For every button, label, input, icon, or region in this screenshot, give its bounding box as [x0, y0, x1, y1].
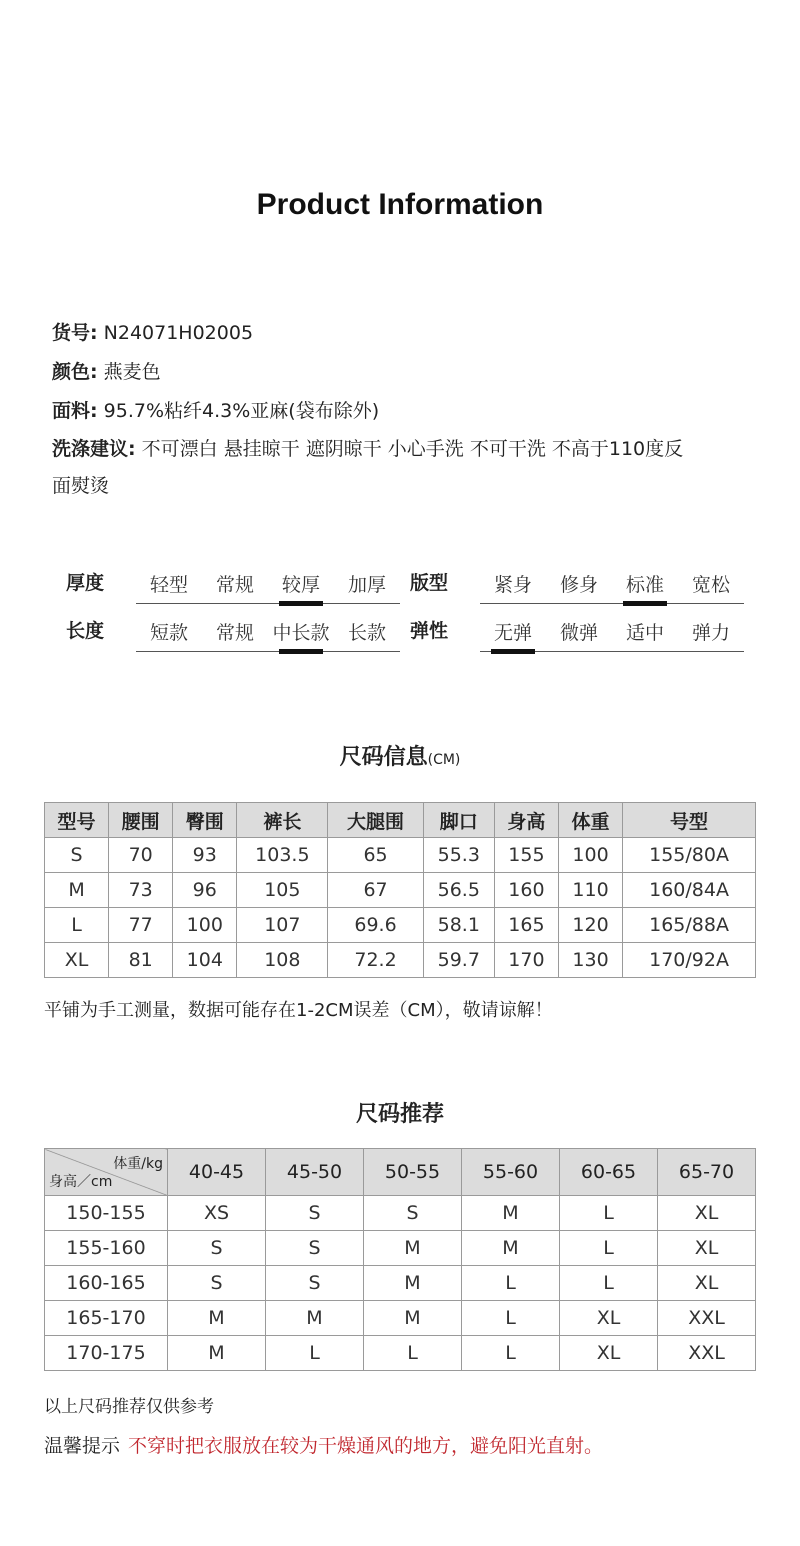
size-info-note: 平铺为手工测量，数据可能存在1-2CM误差（CM），敬请谅解！ [44, 1000, 553, 1021]
weight-range-header: 55-60 [462, 1149, 560, 1196]
wash-label: 洗涤建议: [52, 438, 136, 460]
length-label: 长度 [66, 620, 105, 642]
care-tip [44, 1431, 603, 1458]
recommended-size-cell: L [462, 1266, 560, 1301]
recommended-size-cell: M [462, 1196, 560, 1231]
stretch-option: 弹力 [678, 618, 744, 652]
table-cell: S [45, 838, 109, 873]
table-cell: 70 [109, 838, 173, 873]
table-cell: 81 [109, 943, 173, 978]
table-cell: 130 [558, 943, 622, 978]
color-label: 颜色: [52, 361, 98, 383]
size-info-header-cell: 体重 [558, 803, 622, 838]
recommended-size-cell: S [168, 1231, 266, 1266]
recommended-size-cell: S [364, 1196, 462, 1231]
stretch-option: 适中 [612, 618, 678, 652]
height-range-cell: 165-170 [45, 1301, 168, 1336]
size-info-header-cell: 大腿围 [328, 803, 423, 838]
recommended-size-cell: S [266, 1196, 364, 1231]
table-cell: 108 [237, 943, 328, 978]
recommended-size-cell: M [168, 1301, 266, 1336]
table-cell: L [45, 908, 109, 943]
table-row [45, 908, 756, 943]
table-cell: 155 [494, 838, 558, 873]
recommended-size-cell: XS [168, 1196, 266, 1231]
stretch-label: 弹性 [410, 620, 449, 642]
table-cell: 58.1 [423, 908, 494, 943]
thickness-options [136, 570, 400, 604]
size-info-title [0, 740, 800, 771]
weight-range-header: 40-45 [168, 1149, 266, 1196]
thickness-option: 轻型 [136, 570, 202, 604]
fabric-label: 面料: [52, 400, 98, 422]
recommended-size-cell: XL [658, 1231, 756, 1266]
size-recommend-header-row [45, 1149, 756, 1196]
length-option: 长款 [334, 618, 400, 652]
table-cell: 56.5 [423, 873, 494, 908]
fit-option: 标准 [612, 570, 678, 604]
table-cell: M [45, 873, 109, 908]
color-row [52, 357, 772, 384]
weight-range-header: 60-65 [560, 1149, 658, 1196]
table-cell: 72.2 [328, 943, 423, 978]
recommended-size-cell: L [560, 1196, 658, 1231]
table-cell: 165/88A [623, 908, 756, 943]
recommended-size-cell: XL [560, 1336, 658, 1371]
weight-range-header: 45-50 [266, 1149, 364, 1196]
recommended-size-cell: L [462, 1336, 560, 1371]
table-cell: 155/80A [623, 838, 756, 873]
fit-options [480, 570, 744, 604]
table-cell: 170/92A [623, 943, 756, 978]
fabric-row [52, 396, 772, 423]
corner-cell [45, 1149, 168, 1196]
size-recommend-table [44, 1148, 756, 1371]
table-cell: 69.6 [328, 908, 423, 943]
size-info-header-cell: 型号 [45, 803, 109, 838]
table-cell: 170 [494, 943, 558, 978]
weight-range-header: 65-70 [658, 1149, 756, 1196]
height-range-cell: 155-160 [45, 1231, 168, 1266]
size-info-unit: (CM) [427, 752, 461, 768]
size-info-header-cell: 臀围 [173, 803, 237, 838]
thickness-option: 较厚 [268, 570, 334, 604]
table-cell: 104 [173, 943, 237, 978]
wash-row [52, 434, 772, 461]
recommended-size-cell: XXL [658, 1301, 756, 1336]
thickness-option: 常规 [202, 570, 268, 604]
size-info-header-cell: 脚口 [423, 803, 494, 838]
length-option: 短款 [136, 618, 202, 652]
recommended-size-cell: M [364, 1301, 462, 1336]
care-tip-text: 不穿时把衣服放在较为干燥通风的地方，避免阳光直射。 [128, 1435, 604, 1457]
table-cell: 165 [494, 908, 558, 943]
table-row [45, 1266, 756, 1301]
table-cell: 105 [237, 873, 328, 908]
length-option: 常规 [202, 618, 268, 652]
recommended-size-cell: XL [658, 1196, 756, 1231]
size-info-table [44, 802, 756, 978]
length-options [136, 618, 400, 652]
table-cell: 93 [173, 838, 237, 873]
stretch-option: 微弹 [546, 618, 612, 652]
stretch-option: 无弹 [480, 618, 546, 652]
height-range-cell: 160-165 [45, 1266, 168, 1301]
size-info-header-cell: 腰围 [109, 803, 173, 838]
table-row [45, 1196, 756, 1231]
table-cell: 96 [173, 873, 237, 908]
item-number-row [52, 318, 772, 345]
table-cell: 120 [558, 908, 622, 943]
wash-value-line2: 面熨烫 [52, 475, 110, 497]
height-range-cell: 150-155 [45, 1196, 168, 1231]
table-cell: 103.5 [237, 838, 328, 873]
care-tip-label: 温馨提示 [44, 1435, 121, 1457]
table-row [45, 943, 756, 978]
recommended-size-cell: L [364, 1336, 462, 1371]
size-info-title-text: 尺码信息 [339, 745, 428, 770]
recommended-size-cell: L [560, 1266, 658, 1301]
recommend-note: 以上尺码推荐仅供参考 [44, 1397, 214, 1417]
recommended-size-cell: L [560, 1231, 658, 1266]
recommended-size-cell: S [266, 1231, 364, 1266]
size-recommend-title: 尺码推荐 [355, 1102, 444, 1127]
recommended-size-cell: M [462, 1231, 560, 1266]
size-info-header-row [45, 803, 756, 838]
table-cell: 67 [328, 873, 423, 908]
height-range-cell: 170-175 [45, 1336, 168, 1371]
size-info-header-cell: 身高 [494, 803, 558, 838]
recommended-size-cell: M [168, 1336, 266, 1371]
fit-option: 紧身 [480, 570, 546, 604]
table-cell: 100 [558, 838, 622, 873]
wash-row-cont [52, 471, 772, 498]
table-row [45, 838, 756, 873]
thickness-label: 厚度 [66, 572, 105, 594]
stretch-options [480, 618, 744, 652]
fit-option: 修身 [546, 570, 612, 604]
table-cell: 59.7 [423, 943, 494, 978]
table-cell: 73 [109, 873, 173, 908]
recommended-size-cell: M [364, 1266, 462, 1301]
table-cell: 107 [237, 908, 328, 943]
recommended-size-cell: XL [658, 1266, 756, 1301]
table-row [45, 1301, 756, 1336]
table-row [45, 1336, 756, 1371]
table-cell: 77 [109, 908, 173, 943]
size-info-header-cell: 号型 [623, 803, 756, 838]
table-cell: 110 [558, 873, 622, 908]
recommended-size-cell: XXL [658, 1336, 756, 1371]
recommended-size-cell: L [266, 1336, 364, 1371]
table-cell: 100 [173, 908, 237, 943]
recommended-size-cell: M [266, 1301, 364, 1336]
weight-axis-label: 体重/kg [113, 1156, 163, 1172]
recommended-size-cell: S [266, 1266, 364, 1301]
fit-option: 宽松 [678, 570, 744, 604]
height-axis-label: 身高／cm [49, 1174, 113, 1190]
table-row [45, 873, 756, 908]
table-cell: 160 [494, 873, 558, 908]
thickness-option: 加厚 [334, 570, 400, 604]
fit-label: 版型 [410, 572, 449, 594]
recommended-size-cell: XL [560, 1301, 658, 1336]
item-number-value: N24071H02005 [103, 322, 254, 344]
page-title: Product Information [256, 188, 544, 221]
table-cell: 65 [328, 838, 423, 873]
wash-value-line1: 不可漂白 悬挂晾干 遮阴晾干 小心手洗 不可干洗 不高于110度反 [141, 438, 684, 460]
recommended-size-cell: L [462, 1301, 560, 1336]
item-number-label: 货号: [52, 322, 98, 344]
recommended-size-cell: M [364, 1231, 462, 1266]
table-cell: 160/84A [623, 873, 756, 908]
table-cell: 55.3 [423, 838, 494, 873]
table-cell: XL [45, 943, 109, 978]
size-info-header-cell: 裤长 [237, 803, 328, 838]
fabric-value: 95.7%粘纤4.3%亚麻(袋布除外) [103, 400, 380, 422]
weight-range-header: 50-55 [364, 1149, 462, 1196]
length-option: 中长款 [268, 618, 334, 652]
table-row [45, 1231, 756, 1266]
recommended-size-cell: S [168, 1266, 266, 1301]
color-value: 燕麦色 [103, 361, 161, 383]
